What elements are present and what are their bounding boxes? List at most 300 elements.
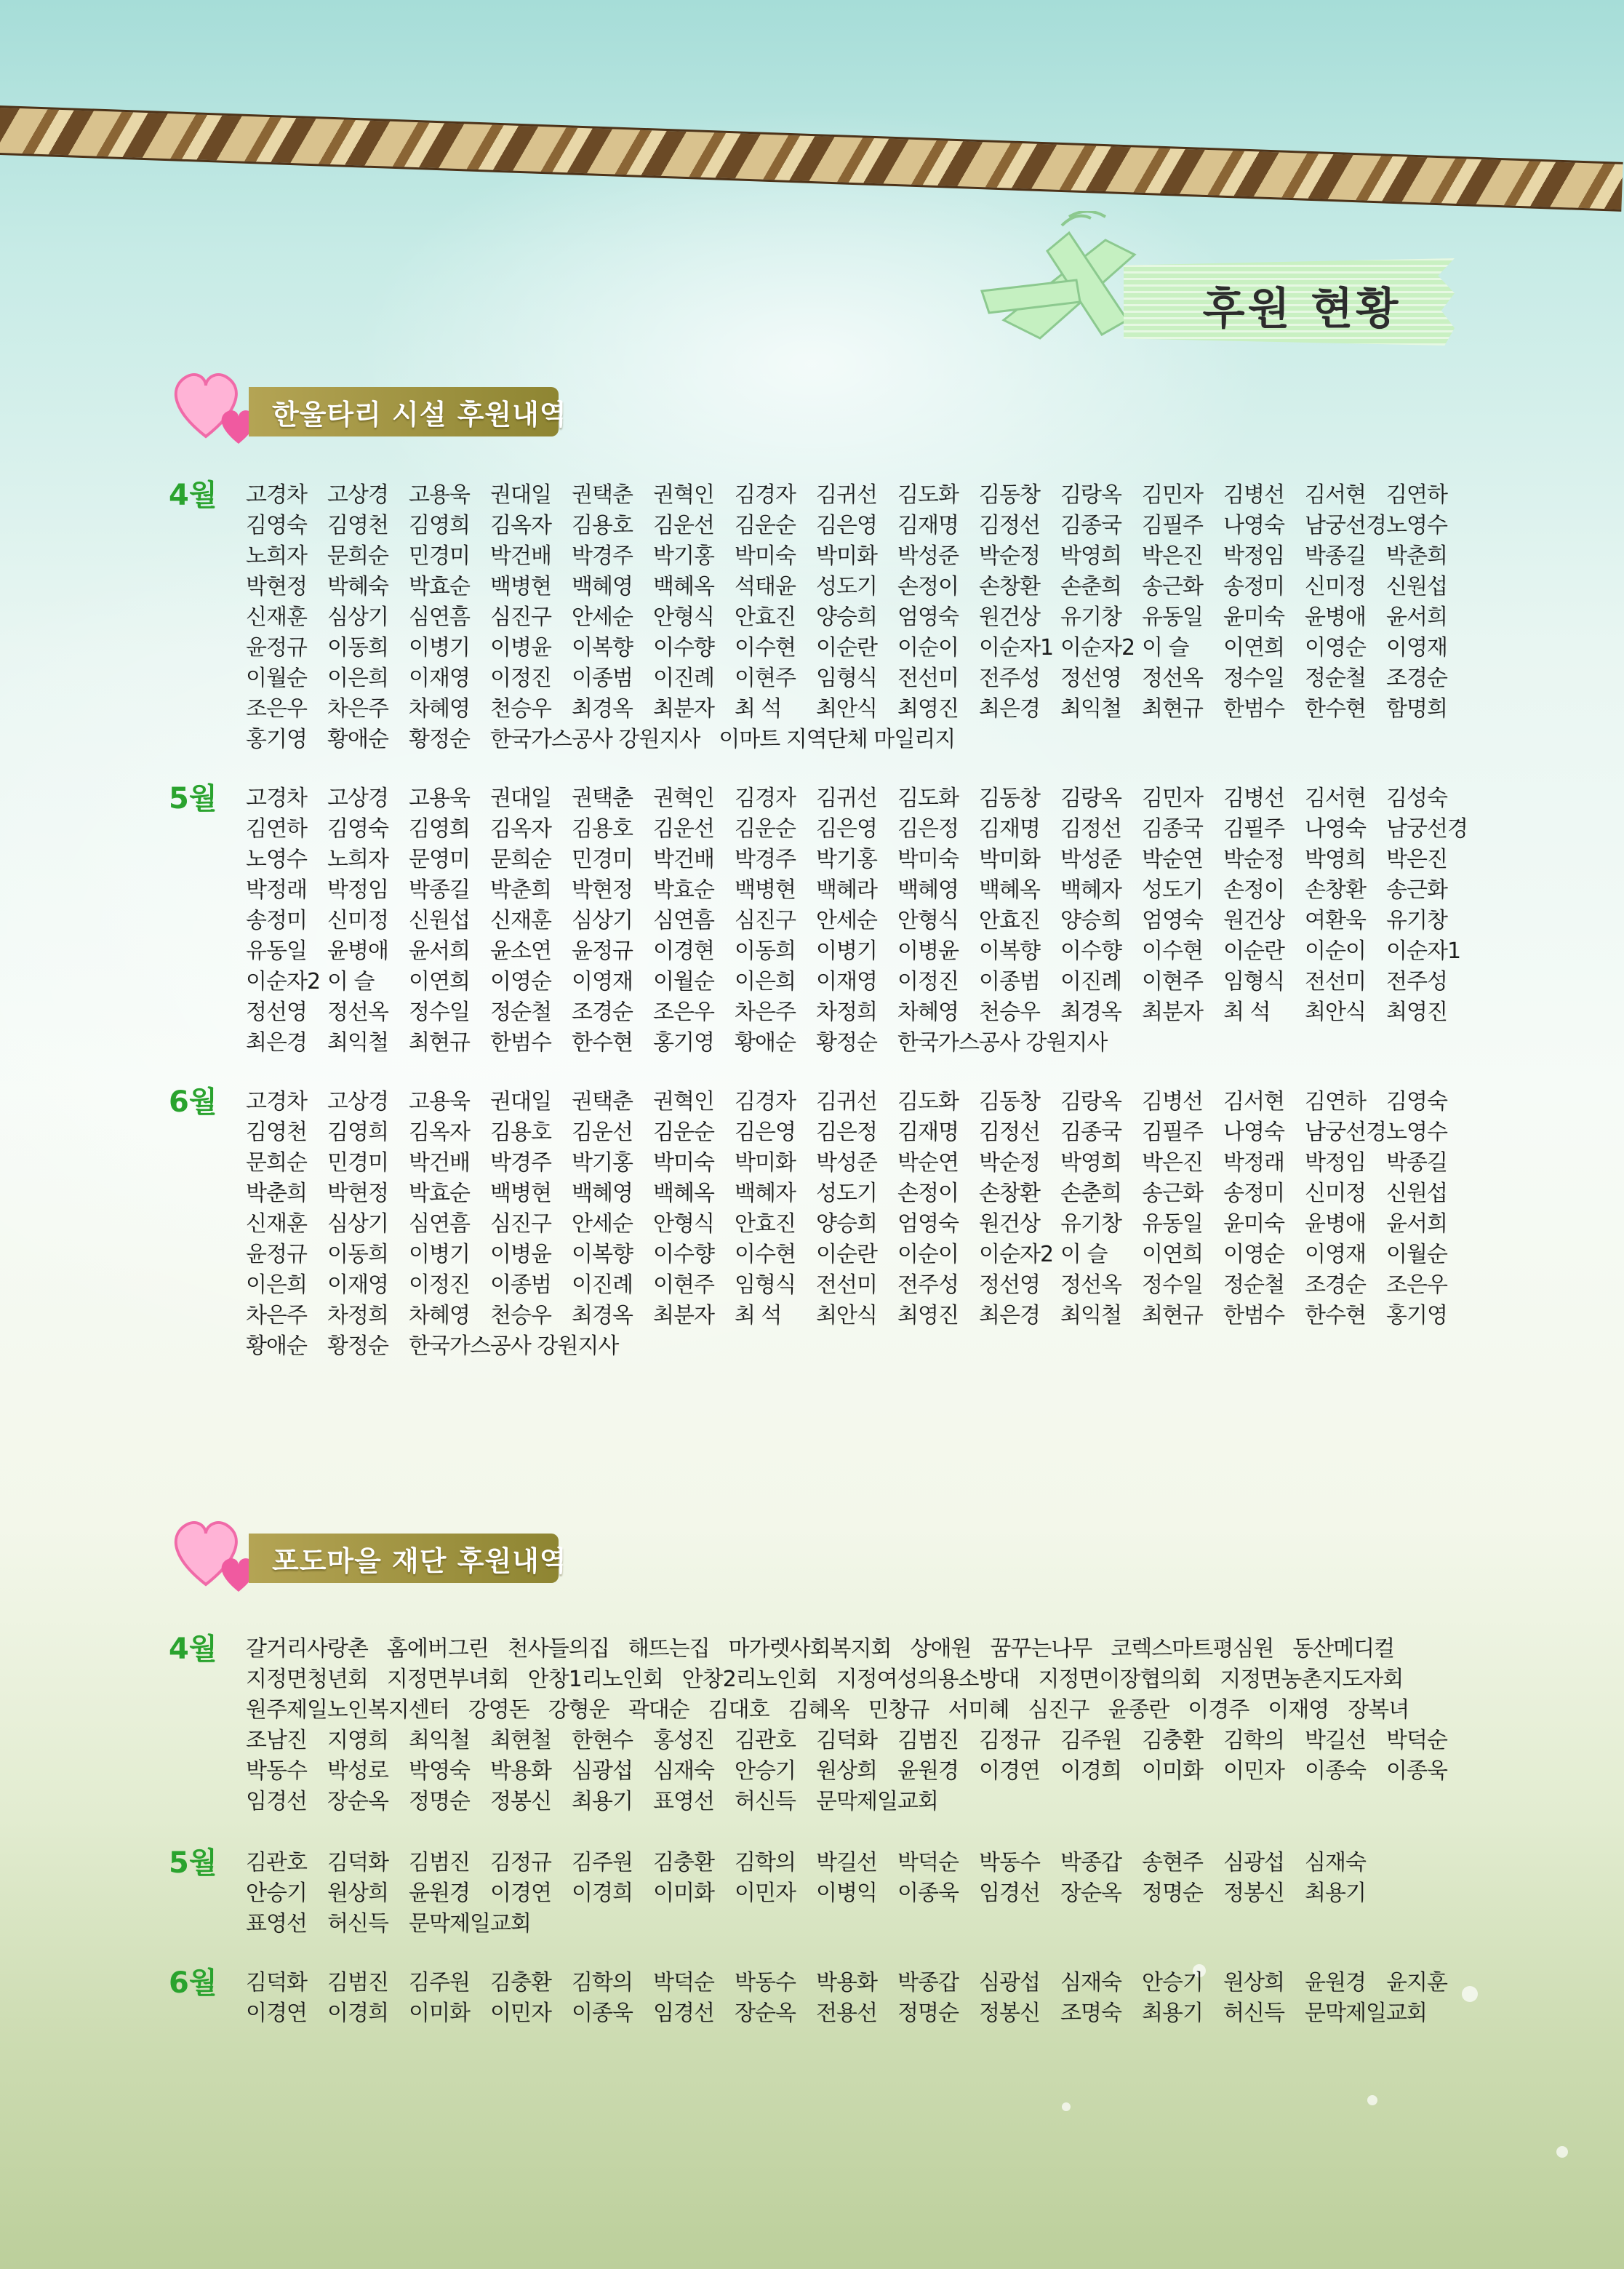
donor-name: 코렉스마트평심원 <box>1111 1636 1274 1662</box>
donor-name: 박정임 <box>1223 543 1284 569</box>
donor-name: 임형식 <box>816 666 877 691</box>
donor-name: 신원섭 <box>1386 1181 1447 1206</box>
bokeh-dot <box>1062 2102 1071 2111</box>
donor-name: 황애순 <box>327 727 388 752</box>
donor-name: 손창환 <box>1305 877 1366 903</box>
donor-name: 윤병애 <box>327 938 388 964</box>
donor-name: 이미화 <box>653 1881 714 1906</box>
donor-name: 천승우 <box>490 1303 551 1328</box>
donor-name: 송현주 <box>1142 1850 1203 1875</box>
donor-line <box>246 1209 1460 1240</box>
donor-name: 이 슬 <box>327 969 375 994</box>
donor-name: 정수일 <box>409 1000 470 1025</box>
donor-name: 김범진 <box>409 1850 470 1875</box>
donor-name: 심재숙 <box>1305 1850 1366 1875</box>
donor-name: 이병기 <box>816 938 877 964</box>
donor-name: 박춘희 <box>246 1181 307 1206</box>
donor-name: 민창규 <box>868 1697 929 1723</box>
donor-name: 문막제일교회 <box>1305 2001 1427 2026</box>
donor-name: 이종욱 <box>897 1881 959 1906</box>
donor-name: 박덕순 <box>897 1850 959 1875</box>
donor-name: 송근화 <box>1142 1181 1203 1206</box>
donor-name: 이진례 <box>653 666 714 691</box>
donor-line <box>246 1878 1460 1909</box>
donor-name: 권택춘 <box>572 482 633 508</box>
donor-name: 최 석 <box>735 696 782 722</box>
donor-name: 김연하 <box>1305 1089 1366 1114</box>
donor-name: 김랑옥 <box>1060 482 1121 508</box>
donor-name: 안형식 <box>897 908 959 933</box>
donor-name: 김필주 <box>1223 816 1284 842</box>
donor-name: 김영희 <box>409 513 470 538</box>
donor-name: 이정진 <box>897 969 959 994</box>
donor-name: 김동창 <box>979 786 1040 811</box>
donor-name: 이연희 <box>1223 635 1284 661</box>
donor-name: 서미혜 <box>948 1697 1009 1723</box>
donor-name: 김영천 <box>246 1120 307 1145</box>
donor-name: 홍기영 <box>653 1030 714 1056</box>
donor-name: 박길선 <box>816 1850 877 1875</box>
donor-name: 노영수 <box>1386 1120 1447 1145</box>
donor-name: 황애순 <box>246 1333 307 1359</box>
donor-line <box>246 602 1460 633</box>
donor-line <box>246 511 1460 541</box>
donor-name: 심상기 <box>327 1211 388 1237</box>
donor-name: 김관호 <box>246 1850 307 1875</box>
donor-name: 임경선 <box>246 1789 307 1814</box>
donor-name: 윤서희 <box>1386 1211 1447 1237</box>
donor-line <box>246 1240 1460 1270</box>
donor-name: 이동희 <box>327 635 388 661</box>
donor-name: 고용욱 <box>409 482 470 508</box>
donor-name: 차혜영 <box>409 1303 470 1328</box>
donor-name: 홍기영 <box>246 727 307 752</box>
donor-name: 백혜영 <box>897 877 959 903</box>
donor-name: 전주성 <box>897 1272 959 1298</box>
donor-name: 김필주 <box>1142 513 1203 538</box>
donor-name: 심연흠 <box>653 908 714 933</box>
donor-name: 백혜옥 <box>979 877 1040 903</box>
donor-name: 김영숙 <box>246 513 307 538</box>
donor-name: 최은경 <box>979 1303 1040 1328</box>
donor-name: 김학의 <box>1223 1728 1284 1753</box>
donor-name: 이복향 <box>572 1242 633 1267</box>
donor-name: 최안식 <box>816 696 877 722</box>
donor-name: 천승우 <box>979 1000 1040 1025</box>
donor-name: 홈에버그린 <box>386 1636 489 1662</box>
donor-name: 이종범 <box>572 666 633 691</box>
donor-name: 정봉신 <box>1223 1881 1284 1906</box>
donor-name: 김동창 <box>979 1089 1040 1114</box>
donor-name: 엄영숙 <box>897 1211 959 1237</box>
donor-name: 한국가스공사 강원지사 <box>409 1333 619 1359</box>
donor-name: 손창환 <box>979 1181 1040 1206</box>
donor-name: 안세순 <box>572 605 633 630</box>
donor-name: 이순자2 <box>979 1242 1054 1267</box>
donor-name: 윤정규 <box>246 635 307 661</box>
donor-name: 전선미 <box>1305 969 1366 994</box>
donor-name: 박용화 <box>816 1970 877 1995</box>
donor-name: 차정희 <box>327 1303 388 1328</box>
donor-name: 손창환 <box>979 574 1040 599</box>
donor-name: 민경미 <box>327 1150 388 1176</box>
donor-name: 홍성진 <box>653 1728 714 1753</box>
donor-name: 이수현 <box>735 1242 796 1267</box>
donor-name: 노영수 <box>246 847 307 872</box>
donor-name: 유기창 <box>1060 1211 1121 1237</box>
donor-name: 박순정 <box>1223 847 1284 872</box>
donor-name: 이경희 <box>572 1881 633 1906</box>
donor-name: 신재훈 <box>490 908 551 933</box>
donor-name: 신미정 <box>327 908 388 933</box>
donor-name: 김민자 <box>1142 482 1203 508</box>
donor-name: 김재명 <box>979 816 1040 842</box>
donor-line <box>246 1301 1460 1331</box>
donor-name: 최분자 <box>1142 1000 1203 1025</box>
donor-name: 이재영 <box>816 969 877 994</box>
donor-line <box>246 845 1460 875</box>
donor-name: 정봉신 <box>490 1789 551 1814</box>
donor-name: 이영순 <box>1305 635 1366 661</box>
donor-name: 권대일 <box>490 482 551 508</box>
donor-name: 전주성 <box>1386 969 1447 994</box>
donor-name: 김용호 <box>572 816 633 842</box>
donor-name: 김은영 <box>816 816 877 842</box>
month-label: 6월 <box>169 1085 217 1119</box>
donor-name: 김정선 <box>979 513 1040 538</box>
donor-name: 이 슬 <box>1142 635 1189 661</box>
donor-name: 나영숙 <box>1223 1120 1284 1145</box>
donor-name: 김서현 <box>1223 1089 1284 1114</box>
donor-name: 박성준 <box>1060 847 1121 872</box>
donor-name: 김덕화 <box>246 1970 307 1995</box>
donor-name: 고경차 <box>246 786 307 811</box>
donor-name: 신원섭 <box>1386 574 1447 599</box>
donor-name: 윤원경 <box>409 1881 470 1906</box>
donor-name: 고경차 <box>246 482 307 508</box>
donor-name: 정선옥 <box>327 1000 388 1025</box>
donor-name: 박건배 <box>490 543 551 569</box>
donor-name: 김대호 <box>708 1697 769 1723</box>
donor-name: 김정선 <box>1060 816 1121 842</box>
donor-name: 이미화 <box>409 2001 470 2026</box>
donor-name: 김재명 <box>897 513 959 538</box>
donor-name: 임형식 <box>735 1272 796 1298</box>
donor-name: 박건배 <box>653 847 714 872</box>
donor-name: 김정규 <box>979 1728 1040 1753</box>
donor-name: 차은주 <box>327 696 388 722</box>
donor-line <box>246 1787 1460 1817</box>
donor-name: 윤소연 <box>490 938 551 964</box>
donor-name: 김귀선 <box>816 482 877 508</box>
donor-name: 신재훈 <box>246 605 307 630</box>
donor-name: 심상기 <box>572 908 633 933</box>
donor-list <box>246 1087 1460 1362</box>
donor-name: 김범진 <box>327 1970 388 1995</box>
donor-name: 김용호 <box>572 513 633 538</box>
donor-name: 이종범 <box>979 969 1040 994</box>
donor-name: 허신득 <box>735 1789 796 1814</box>
donor-line <box>246 1331 1460 1362</box>
donor-name: 박정임 <box>327 877 388 903</box>
donor-name: 이병윤 <box>490 635 551 661</box>
donor-name: 정선영 <box>979 1272 1040 1298</box>
donor-name: 나영숙 <box>1223 513 1284 538</box>
donor-name: 이정진 <box>409 1272 470 1298</box>
donor-name: 한범수 <box>1223 696 1284 722</box>
donor-name: 김영희 <box>409 816 470 842</box>
donor-list <box>246 1634 1460 1817</box>
donor-name: 박종길 <box>1305 543 1366 569</box>
donor-name: 권혁인 <box>653 482 714 508</box>
donor-name: 박순정 <box>979 543 1040 569</box>
donor-name: 이순란 <box>816 635 877 661</box>
donor-name: 최익철 <box>327 1030 388 1056</box>
donor-line <box>246 1028 1460 1058</box>
donor-name: 안형식 <box>653 605 714 630</box>
donor-name: 장복녀 <box>1348 1697 1409 1723</box>
donor-name: 손정이 <box>1223 877 1284 903</box>
donor-name: 이순이 <box>897 1242 959 1267</box>
page-title: 후원 현황 <box>1202 284 1401 335</box>
donor-name: 정명순 <box>897 2001 959 2026</box>
donor-name: 최 석 <box>1223 1000 1271 1025</box>
donor-name: 백혜옥 <box>653 574 714 599</box>
donor-name: 이경연 <box>490 1881 551 1906</box>
donor-name: 성도기 <box>816 574 877 599</box>
donor-name: 원건상 <box>1223 908 1284 933</box>
donor-name: 박영희 <box>1060 543 1121 569</box>
month-label: 4월 <box>169 1632 217 1666</box>
donor-name: 권대일 <box>490 786 551 811</box>
donor-name: 백혜라 <box>816 877 877 903</box>
donor-name: 김옥자 <box>409 1120 470 1145</box>
donor-name: 지영희 <box>327 1728 388 1753</box>
donor-name: 한범수 <box>1223 1303 1284 1328</box>
donor-name: 이병윤 <box>490 1242 551 1267</box>
donor-name: 김필주 <box>1142 1120 1203 1145</box>
donor-name: 조명숙 <box>1060 2001 1121 2026</box>
donor-name: 최익철 <box>409 1728 470 1753</box>
donor-name: 이순란 <box>1223 938 1284 964</box>
donor-name: 원상희 <box>816 1758 877 1784</box>
donor-line <box>246 480 1460 511</box>
donor-name: 남궁선경 <box>1305 1120 1386 1145</box>
donor-name: 윤미숙 <box>1223 1211 1284 1237</box>
donor-name: 이경주 <box>1188 1697 1249 1723</box>
donor-name: 안형식 <box>653 1211 714 1237</box>
donor-name: 이종숙 <box>1305 1758 1366 1784</box>
donor-name: 심재숙 <box>1060 1970 1121 1995</box>
donor-name: 정선옥 <box>1142 666 1203 691</box>
donor-name: 이순이 <box>1305 938 1366 964</box>
donor-name: 이종범 <box>490 1272 551 1298</box>
donor-name: 황정순 <box>816 1030 877 1056</box>
donor-name: 이종욱 <box>572 2001 633 2026</box>
donor-name: 안창2리노인회 <box>681 1667 817 1692</box>
donor-name: 김운선 <box>653 816 714 842</box>
donor-name: 박영희 <box>1060 1150 1121 1176</box>
donor-name: 한수현 <box>1305 696 1366 722</box>
donor-list <box>246 1968 1460 2029</box>
donor-name: 권혁인 <box>653 786 714 811</box>
donor-line <box>246 814 1468 845</box>
donor-name: 조남진 <box>246 1728 307 1753</box>
donor-name: 강영돈 <box>468 1697 529 1723</box>
donor-name: 김병선 <box>1142 1089 1203 1114</box>
donor-name: 지정면부녀회 <box>386 1667 509 1692</box>
donor-name: 이연희 <box>409 969 470 994</box>
donor-name: 박덕순 <box>653 1970 714 1995</box>
donor-name: 신미정 <box>1305 574 1366 599</box>
donor-name: 박미화 <box>735 1150 796 1176</box>
donor-name: 박현정 <box>246 574 307 599</box>
donor-name: 상애원 <box>910 1636 972 1662</box>
donor-name: 정선옥 <box>1060 1272 1121 1298</box>
donor-name: 조은우 <box>653 1000 714 1025</box>
donor-name: 박효순 <box>653 877 714 903</box>
donor-name: 이수현 <box>1142 938 1203 964</box>
donor-line <box>246 1695 1460 1726</box>
donor-name: 민경미 <box>409 543 470 569</box>
donor-name: 이현주 <box>653 1272 714 1298</box>
donor-name: 이재영 <box>1268 1697 1329 1723</box>
donor-name: 김주원 <box>1060 1728 1121 1753</box>
donor-name: 김경자 <box>735 482 796 508</box>
donor-name: 원주제일노인복지센터 <box>246 1697 449 1723</box>
donor-name: 김서현 <box>1305 482 1366 508</box>
donor-list <box>246 480 1460 755</box>
donor-name: 김은정 <box>897 816 959 842</box>
donor-name: 이민자 <box>735 1881 796 1906</box>
donor-name: 박경주 <box>490 1150 551 1176</box>
donor-name: 손춘희 <box>1060 574 1121 599</box>
donor-name: 김종국 <box>1060 513 1121 538</box>
donor-name: 김운순 <box>735 816 796 842</box>
donor-name: 권택춘 <box>572 786 633 811</box>
donor-name: 최은경 <box>979 696 1040 722</box>
donor-name: 고용욱 <box>409 1089 470 1114</box>
rope-decoration <box>0 105 1623 212</box>
donor-name: 남궁선경 <box>1305 513 1386 538</box>
donor-name: 최경옥 <box>1060 1000 1121 1025</box>
donor-name: 윤미숙 <box>1223 605 1284 630</box>
donor-line <box>246 1998 1460 2029</box>
donor-name: 김영천 <box>327 513 388 538</box>
donor-name: 김학의 <box>572 1970 633 1995</box>
donor-name: 한범수 <box>490 1030 551 1056</box>
donor-name: 김혜옥 <box>788 1697 849 1723</box>
donor-line <box>246 1664 1460 1695</box>
donor-name: 유동일 <box>1142 605 1203 630</box>
donor-name: 권혁인 <box>653 1089 714 1114</box>
donor-name: 최분자 <box>653 696 714 722</box>
donor-name: 지정면청년회 <box>246 1667 368 1692</box>
donor-name: 이수향 <box>653 635 714 661</box>
donor-name: 최현규 <box>1142 696 1203 722</box>
donor-name: 이은희 <box>735 969 796 994</box>
donor-name: 김재명 <box>897 1120 959 1145</box>
donor-name: 이현주 <box>1142 969 1203 994</box>
donor-name: 안효진 <box>735 605 796 630</box>
donor-name: 한수현 <box>572 1030 633 1056</box>
donor-name: 김범진 <box>897 1728 959 1753</box>
donor-name: 여환욱 <box>1305 908 1366 933</box>
donor-name: 이경희 <box>327 2001 388 2026</box>
donor-name: 김충환 <box>490 1970 551 1995</box>
donor-name: 이정진 <box>490 666 551 691</box>
donor-name: 최분자 <box>653 1303 714 1328</box>
donor-name: 함명희 <box>1386 696 1447 722</box>
donor-name: 이민자 <box>490 2001 551 2026</box>
donor-name: 박종길 <box>1386 1150 1447 1176</box>
donor-name: 양승희 <box>816 1211 877 1237</box>
donor-name: 박순연 <box>1142 847 1203 872</box>
donor-name: 박용화 <box>490 1758 551 1784</box>
donor-name: 이미화 <box>1142 1758 1203 1784</box>
donor-name: 김도화 <box>897 1089 959 1114</box>
donor-name: 박영숙 <box>409 1758 470 1784</box>
donor-name: 심재숙 <box>653 1758 714 1784</box>
donor-name: 박은진 <box>1142 1150 1203 1176</box>
donor-name: 심진구 <box>1028 1697 1089 1723</box>
donor-name: 황애순 <box>735 1030 796 1056</box>
donor-name: 정순철 <box>1305 666 1366 691</box>
donor-name: 김운선 <box>653 513 714 538</box>
donor-name: 김병선 <box>1223 482 1284 508</box>
donor-name: 장순옥 <box>1060 1881 1121 1906</box>
donor-name: 김귀선 <box>816 1089 877 1114</box>
donor-name: 정선영 <box>1060 666 1121 691</box>
donor-name: 꿈꾸는나무 <box>990 1636 1092 1662</box>
donor-name: 김운순 <box>735 513 796 538</box>
donor-name: 김동창 <box>979 482 1040 508</box>
donor-name: 고상경 <box>327 1089 388 1114</box>
donor-name: 이경연 <box>979 1758 1040 1784</box>
donor-name: 정명순 <box>1142 1881 1203 1906</box>
donor-name: 송정미 <box>1223 1181 1284 1206</box>
month-label: 6월 <box>169 1966 217 2000</box>
donor-name: 이병기 <box>409 635 470 661</box>
donor-name: 조은우 <box>246 696 307 722</box>
donor-name: 박미숙 <box>897 847 959 872</box>
donor-name: 송근화 <box>1386 877 1447 903</box>
donor-line <box>246 633 1460 663</box>
donor-name: 윤서희 <box>409 938 470 964</box>
donor-name: 신재훈 <box>246 1211 307 1237</box>
donor-name: 박경주 <box>572 543 633 569</box>
donor-name: 윤정규 <box>246 1242 307 1267</box>
donor-name: 박동수 <box>246 1758 307 1784</box>
donor-name: 지정면농촌지도자회 <box>1220 1667 1404 1692</box>
bokeh-dot <box>1556 2146 1568 2158</box>
donor-name: 이월순 <box>1386 1242 1447 1267</box>
donor-name: 엄영숙 <box>1142 908 1203 933</box>
donor-name: 임형식 <box>1223 969 1284 994</box>
donor-name: 양승희 <box>1060 908 1121 933</box>
donor-name: 조경순 <box>1386 666 1447 691</box>
donor-name: 최안식 <box>816 1303 877 1328</box>
donor-name: 안승기 <box>1142 1970 1203 1995</box>
section-title: 한울타리 시설 후원내역 <box>272 398 567 431</box>
donor-name: 원건상 <box>979 605 1040 630</box>
donor-name: 박기홍 <box>816 847 877 872</box>
donor-name: 차은주 <box>735 1000 796 1025</box>
donor-name: 정순철 <box>1223 1272 1284 1298</box>
donor-name: 원건상 <box>979 1211 1040 1237</box>
donor-name: 윤종란 <box>1108 1697 1169 1723</box>
donor-name: 이순자2 <box>1060 635 1135 661</box>
